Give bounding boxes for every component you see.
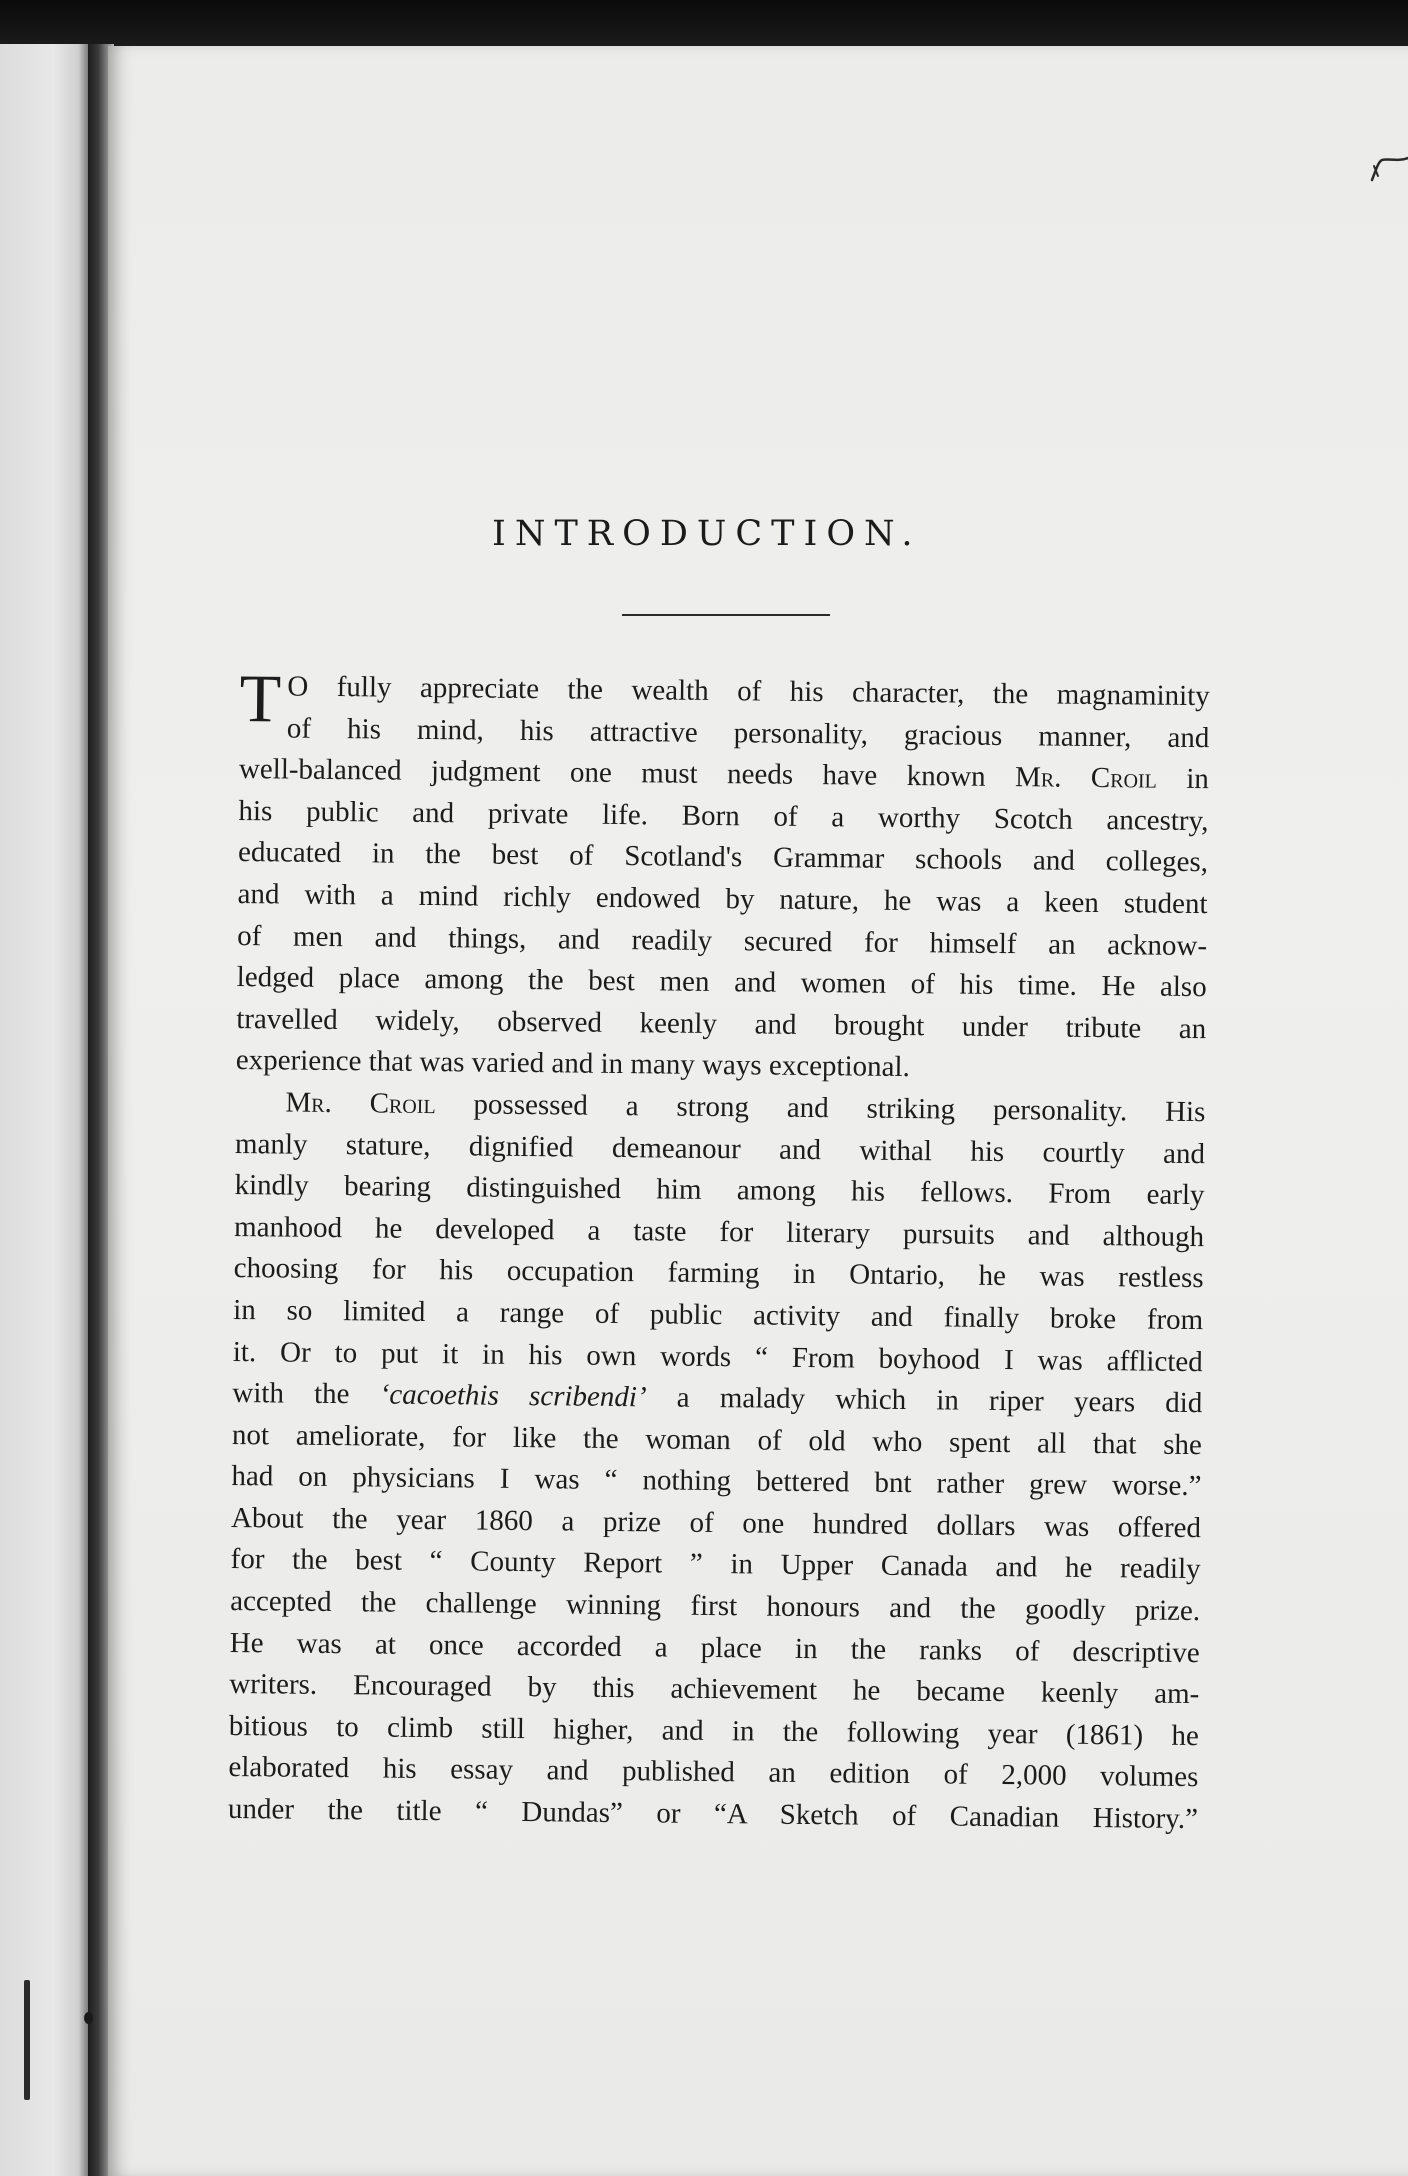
text-line: writers. Encouraged by this achievement he became keenly am-: [229, 1668, 1200, 1711]
author-name-small-caps: Mr. Croil: [285, 1086, 436, 1121]
text-line: experience that was varied and in many ways exceptional.: [235, 1044, 910, 1084]
paragraph-2: [228, 1082, 1206, 1841]
text-span: well-balanced judgment one must needs have known: [238, 753, 1016, 794]
text-line: it. Or to put it in his own words “ From boyhood I was afflicted: [232, 1335, 1203, 1378]
binding-mark: [24, 1980, 30, 2100]
text-line: travelled widely, observed keenly and brought under tribute an: [236, 1002, 1207, 1045]
page-heading: INTRODUCTION.: [492, 514, 922, 554]
text-line: and with a mind richly endowed by nature, he was a keen student: [237, 877, 1208, 921]
text-line: under the title “ Dundas” or “A Sketch of Canadian History.”: [227, 1792, 1199, 1836]
text-span: a malady which in riper years did: [646, 1381, 1203, 1420]
text-line: About the year 1860 a prize of one hundred dollars was offered: [230, 1501, 1202, 1544]
text-line: in so limited a range of public activity and finally broke from: [233, 1293, 1204, 1337]
latin-phrase: ‘cacoethis scribendi’: [379, 1378, 647, 1414]
page-body: [227, 660, 1210, 1841]
scan-top-edge: [0, 0, 1408, 48]
text-span: possessed a strong and striking personality. His: [435, 1088, 1206, 1129]
text-line: manly stature, dignified demeanour and withal his courtly and: [234, 1127, 1206, 1170]
text-line: not ameliorate, for like the woman of old who spent all that she: [231, 1418, 1203, 1461]
text-line: choosing for his occupation farming in Ontario, he was restless: [233, 1252, 1204, 1295]
text-line: kindly bearing distinguished him among his fellows. From early: [234, 1169, 1205, 1212]
heading-rule: [622, 614, 830, 616]
author-name-small-caps: Mr. Croil: [1014, 761, 1158, 795]
facing-page-edge: [0, 44, 98, 2176]
text-line: for the best “ County Report ” in Upper Canada and he readily: [230, 1543, 1201, 1586]
text-line: ledged place among the best men and women of his time. He also: [236, 961, 1207, 1004]
text-line: manhood he developed a taste for literary pursuits and although: [233, 1210, 1205, 1253]
drop-cap: T: [239, 660, 282, 737]
binding-dot: [84, 2012, 93, 2024]
text-line: He was at once accorded a place in the ranks of descriptive: [229, 1626, 1200, 1669]
text-line: accepted the challenge winning first honours and the goodly prize.: [230, 1585, 1201, 1628]
text-line: elaborated his essay and published an edition of 2,000 volumes: [228, 1751, 1199, 1794]
text-line: of men and things, and readily secured for himself an acknow-: [237, 919, 1208, 962]
text-line: bitious to climb still higher, and in the following year (1861) he: [228, 1709, 1200, 1752]
pencil-mark-icon: [1368, 154, 1408, 184]
paragraph-1: [235, 660, 1210, 1092]
text-line: had on physicians I was “ nothing bettered bnt rather grew worse.”: [231, 1460, 1202, 1503]
text-line: O fully appreciate the wealth of his character, the magnaminity: [287, 670, 1210, 713]
text-span: with the: [232, 1377, 380, 1411]
text-span: in: [1156, 762, 1210, 796]
text-line: educated in the best of Scotland's Grammar schools and colleges,: [237, 836, 1209, 879]
text-line: his public and private life. Born of a worthy Scotch ancestry,: [238, 794, 1209, 837]
text-line: of his mind, his attractive personality, gracious manner, and: [286, 712, 1210, 754]
